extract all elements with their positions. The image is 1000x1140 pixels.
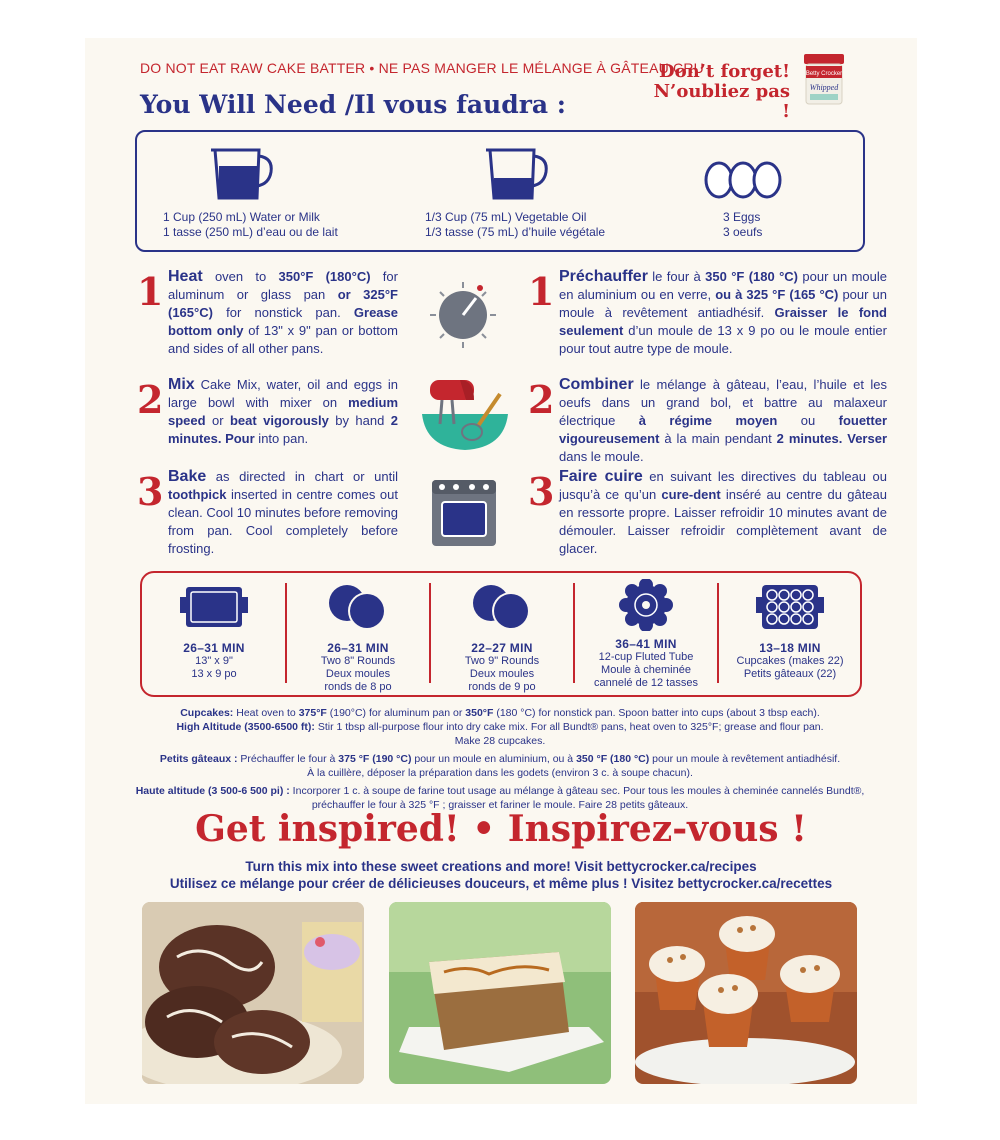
ingredient-oil: 1/3 Cup (75 mL) Vegetable Oil 1/3 tasse (75 mL) d’huile végétale xyxy=(425,210,606,239)
recipes-link[interactable]: bettycrocker.ca/recipes xyxy=(606,859,757,874)
get-inspired-heading: Get inspired! • Inspirez-vous ! xyxy=(195,808,807,850)
fluted-tube-pan-icon xyxy=(576,573,716,637)
step-number: 1 xyxy=(137,269,164,314)
recettes-link[interactable]: bettycrocker.ca/recettes xyxy=(677,876,833,891)
step-number: 2 xyxy=(528,377,555,422)
measuring-cup-icon xyxy=(484,146,554,207)
tub-name: Whipped xyxy=(809,83,839,92)
ingredients-box xyxy=(135,130,865,252)
dont-forget-en: Don’t forget! xyxy=(658,61,790,82)
haute-altitude-note-2: préchauffer le four à 325 °F ; graisser et fariner le moule. Faire 28 petits gâteaux. xyxy=(311,799,689,811)
petits-gateaux-note-2: À la cuillère, déposer la préparation dans les godets (environ 3 c. à soupe chacun). xyxy=(307,767,693,779)
petits-gateaux-note: Petits gâteaux : Préchauffer le four à 375 °F (190 °C) pour un moule en aluminium, ou à 350 °F (180 °C) pour un moule à revêtement antiadhésif. xyxy=(159,753,841,765)
spice-cake-photo xyxy=(389,902,611,1084)
high-altitude-note: High Altitude (3500-6500 ft): Stir 1 tbsp all-purpose flour into dry cake mix. For all Bundt® pans, heat oven to 325°F; grease and flour pan. xyxy=(176,721,824,733)
frosting-tub-image xyxy=(800,52,848,108)
mixer-bowl-icon xyxy=(420,374,510,457)
eggs-icon xyxy=(703,156,783,205)
step-number: 1 xyxy=(528,269,555,314)
measuring-cup-icon xyxy=(209,146,279,207)
divider xyxy=(573,583,575,683)
oven-icon xyxy=(430,478,498,553)
round-pans-icon xyxy=(432,573,572,641)
step-3-en: Bake as directed in chart or until toothpick inserted in centre comes out clean. Cool 10 minutes before removing from pan. Cool completely before frosting. xyxy=(168,468,398,556)
cupcakes-photo xyxy=(635,902,857,1084)
step-3-fr: Faire cuire en suivant les directives du tableau ou jusqu’à ce qu’un cure-dent inséré au centre du gâteau en ressorte propre. Laisser refroidir 10 minutes avant de démouler. Laisser refroidir complètement avant de glacer. xyxy=(559,468,888,556)
divider xyxy=(285,583,287,683)
dont-forget-fr: N’oubliez pas ! xyxy=(653,81,790,122)
pan-option: 26–31 MIN Two 8" Rounds Deux moules ronds de 8 po xyxy=(288,573,428,694)
divider xyxy=(717,583,719,683)
baking-time-chart xyxy=(140,571,862,697)
divider xyxy=(429,583,431,683)
step-1-en: Heat oven to 350°F (180°C) for aluminum or glass pan or 325°F (165°C) for nonstick pan. Grease bottom only of 13" x 9" pan or bottom and sides of all other pans. xyxy=(168,268,398,356)
step-number: 3 xyxy=(137,469,164,514)
cupcake-note: Cupcakes: Heat oven to 375°F (190°C) for aluminum pan or 350°F (180 °C) for nonstick pan. Spoon batter into cups (about 3 tbsp each). xyxy=(180,707,820,719)
haute-altitude-note: Haute altitude (3 500-6 500 pi) : Incorporer 1 c. à soupe de farine tout usage au mélange à gâteau sec. Pour tous les moules à cheminée cannelés Bundt®, xyxy=(135,785,865,797)
step-2-fr: Combiner le mélange à gâteau, l’eau, l’huile et les oeufs dans un grand bol, et battre au malaxeur électrique à régime moyen ou fouetter vigoureusement à la main pendant 2 minutes. Verser dans le moule. xyxy=(559,376,888,464)
cupcake-pan-icon xyxy=(720,573,860,641)
pan-option: 22–27 MIN Two 9" Rounds Deux moules ronds de 9 po xyxy=(432,573,572,694)
round-pans-icon xyxy=(288,573,428,641)
ingredient-water: 1 Cup (250 mL) Water or Milk 1 tasse (250 mL) d’eau ou de lait xyxy=(163,210,338,239)
rectangular-pan-icon xyxy=(144,573,284,641)
pan-option: 26–31 MIN 13" x 9" 13 x 9 po xyxy=(144,573,284,681)
tub-brand: Betty Crocker xyxy=(805,71,843,77)
dont-forget-callout xyxy=(640,62,790,122)
pan-option: 13–18 MIN Cupcakes (makes 22) Petits gâteaux (22) xyxy=(720,573,860,681)
pan-option: 36–41 MIN 12-cup Fluted Tube Moule à cheminée cannelé de 12 tasses xyxy=(576,573,716,690)
cookies-photo xyxy=(142,902,364,1084)
visit-text: Turn this mix into these sweet creations and more! Visit bettycrocker.ca/recipes Utilisez ce mélange pour créer de délicieuses douceurs, et même plus ! Visitez bettycrocker.ca/recettes xyxy=(169,859,833,891)
ingredient-eggs: 3 Eggs 3 oeufs xyxy=(723,210,763,239)
step-1-fr: Préchauffer le four à 350 °F (180 °C) pour un moule en aluminium ou en verre, ou à 325 °F (165 °C) pour un moule à revêtement antiadhésif. Graisser le fond seulement d’un moule de 13 x 9 po ou le moule entier pour tout autre type de moule. xyxy=(559,268,887,356)
you-will-need-title: You Will Need /Il vous faudra : xyxy=(140,90,567,119)
high-altitude-note-2: Make 28 cupcakes. xyxy=(454,735,546,747)
raw-batter-warning: DO NOT EAT RAW CAKE BATTER • NE PAS MANGER LE MÉLANGE À GÂTEAU CRU xyxy=(140,60,704,76)
step-number: 2 xyxy=(137,377,164,422)
step-number: 3 xyxy=(528,469,555,514)
oven-dial-icon xyxy=(428,280,498,355)
step-2-en: Mix Cake Mix, water, oil and eggs in large bowl with mixer on medium speed or beat vigorously by hand 2 minutes. Pour into pan. xyxy=(168,376,398,446)
notes-block xyxy=(100,706,900,812)
